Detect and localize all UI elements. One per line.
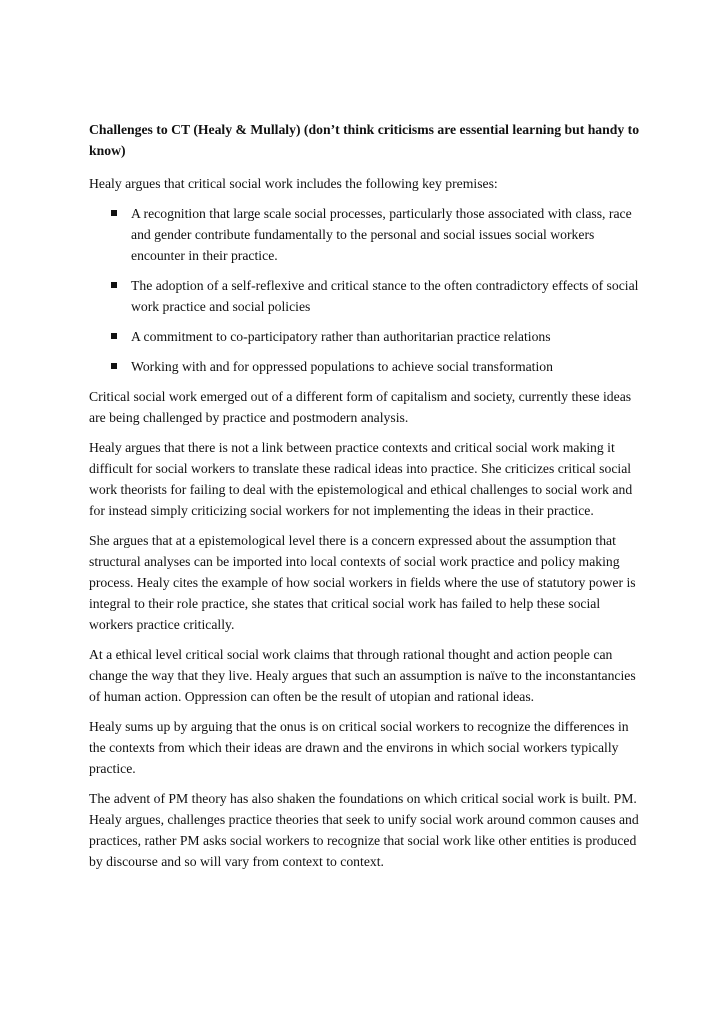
body-paragraph: Healy argues that there is not a link between practice contexts and critical social work making it difficult for social workers to translate these radical ideas into practice. She criticizes critical social work theorists for failing to deal with the epistemological and ethical challenges to social work and for instead simply criticizing social workers for not implementing the ideas in their practice. xyxy=(89,440,633,518)
body-paragraph: At a ethical level critical social work claims that through rational thought and action people can change the way that they live. Healy argues that such an assumption is naïve to the inconstantancies of human action. Oppression can often be the result of utopian and rational ideas. xyxy=(89,647,636,704)
document-heading: Challenges to CT (Healy & Mullaly) (don’t think criticisms are essential learning but handy to know) xyxy=(89,122,640,158)
list-item xyxy=(89,326,645,347)
premises-list xyxy=(89,203,645,377)
intro-paragraph: Healy argues that critical social work includes the following key premises: xyxy=(89,176,498,191)
body-paragraph: Healy sums up by arguing that the onus is on critical social workers to recognize the differences in the contexts from which their ideas are drawn and the environs in which social workers typically practice. xyxy=(89,719,629,776)
list-item xyxy=(89,275,645,317)
list-item-text: The adoption of a self-reflexive and critical stance to the often contradictory effects of social work practice and social policies xyxy=(131,278,639,314)
list-item xyxy=(89,203,645,266)
square-bullet-icon xyxy=(111,282,117,288)
list-item-text: Working with and for oppressed populations to achieve social transformation xyxy=(131,359,553,374)
square-bullet-icon xyxy=(111,363,117,369)
body-paragraph: The advent of PM theory has also shaken the foundations on which critical social work is built. PM. Healy argues, challenges practice theories that seek to unify social work around common causes and practices, rather PM asks social workers to recognize that social work like other entities is produced by discourse and so will vary from context to context. xyxy=(89,791,639,869)
list-item-text: A recognition that large scale social processes, particularly those associated with class, race and gender contribute fundamentally to the personal and social issues social workers encounter in their practice. xyxy=(131,206,632,263)
square-bullet-icon xyxy=(111,210,117,216)
list-item xyxy=(89,356,645,377)
body-paragraph: She argues that at a epistemological level there is a concern expressed about the assumption that structural analyses can be imported into local contexts of social work practice and policy making process. Healy cites the example of how social workers in fields where the use of statutory power is integral to their role practice, she states that critical social work has failed to help these social workers practice critically. xyxy=(89,533,636,632)
square-bullet-icon xyxy=(111,333,117,339)
body-paragraph: Critical social work emerged out of a different form of capitalism and society, currently these ideas are being challenged by practice and postmodern analysis. xyxy=(89,389,632,425)
list-item-text: A commitment to co-participatory rather than authoritarian practice relations xyxy=(131,329,551,344)
document-body xyxy=(89,119,645,881)
